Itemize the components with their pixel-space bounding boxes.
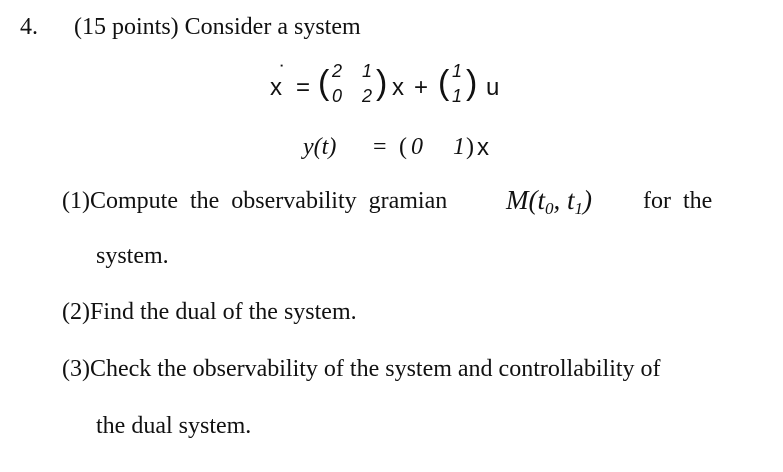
part-3-text: [62, 356, 661, 383]
matrix-a-entry-22: 2: [362, 86, 373, 106]
matrix-b-entry-2: 1: [452, 86, 463, 106]
part-2-text: [62, 299, 357, 326]
input-symbol: u: [486, 74, 500, 101]
gramian-close: ): [583, 185, 593, 215]
matrix-c-entry-2: 1: [453, 134, 465, 160]
matrix-c-entry-1: 0: [411, 134, 423, 160]
plus-sign: +: [414, 74, 429, 101]
equals-sign: =: [373, 134, 387, 160]
part-1-label: (1): [62, 188, 90, 214]
matrix-a-entry-12: 1: [362, 61, 373, 81]
part-1-continuation: system.: [96, 243, 169, 269]
gramian-sub-0: 0: [545, 199, 554, 218]
matrix-c-left-paren: (: [399, 134, 407, 160]
matrix-a-left-paren: (: [318, 64, 330, 102]
part-2-body: Find the dual of the system.: [89, 299, 357, 325]
part-1-body: Compute the observability gramian: [89, 188, 448, 214]
matrix-c-right-paren: ): [466, 134, 474, 160]
gramian-sub-1: 1: [574, 199, 584, 218]
state-vector-symbol: x: [477, 134, 489, 161]
gramian-symbol: M: [506, 185, 529, 215]
part-3-label: (3): [62, 356, 90, 382]
part-1-text: [62, 188, 447, 215]
gramian-mid: , t: [553, 185, 575, 215]
matrix-b-entry-1: 1: [452, 61, 463, 81]
part-3-body: Check the observability of the system and controllability of: [89, 356, 661, 382]
state-derivative-symbol: x: [270, 74, 282, 101]
part-2-label: (2): [62, 299, 90, 325]
matrix-b-right-paren: ): [466, 64, 478, 102]
derivative-dot: ˙: [279, 61, 287, 86]
output-equation: [303, 134, 543, 168]
observability-gramian-expression: [506, 185, 592, 216]
output-symbol: y(t): [303, 134, 337, 160]
matrix-b-left-paren: (: [438, 64, 450, 102]
state-vector-symbol: x: [392, 74, 404, 101]
problem-header: (15 points) Consider a system: [74, 14, 361, 40]
gramian-open: (t: [528, 185, 545, 215]
matrix-a-entry-11: 2: [332, 61, 343, 81]
part-1-tail: for the: [643, 188, 713, 214]
part-3-continuation: the dual system.: [96, 413, 252, 439]
matrix-a-entry-21: 0: [332, 86, 343, 106]
problem-number: 4.: [20, 14, 38, 40]
matrix-a-right-paren: ): [376, 64, 388, 102]
state-equation: [270, 58, 530, 118]
equals-sign: =: [296, 74, 311, 101]
